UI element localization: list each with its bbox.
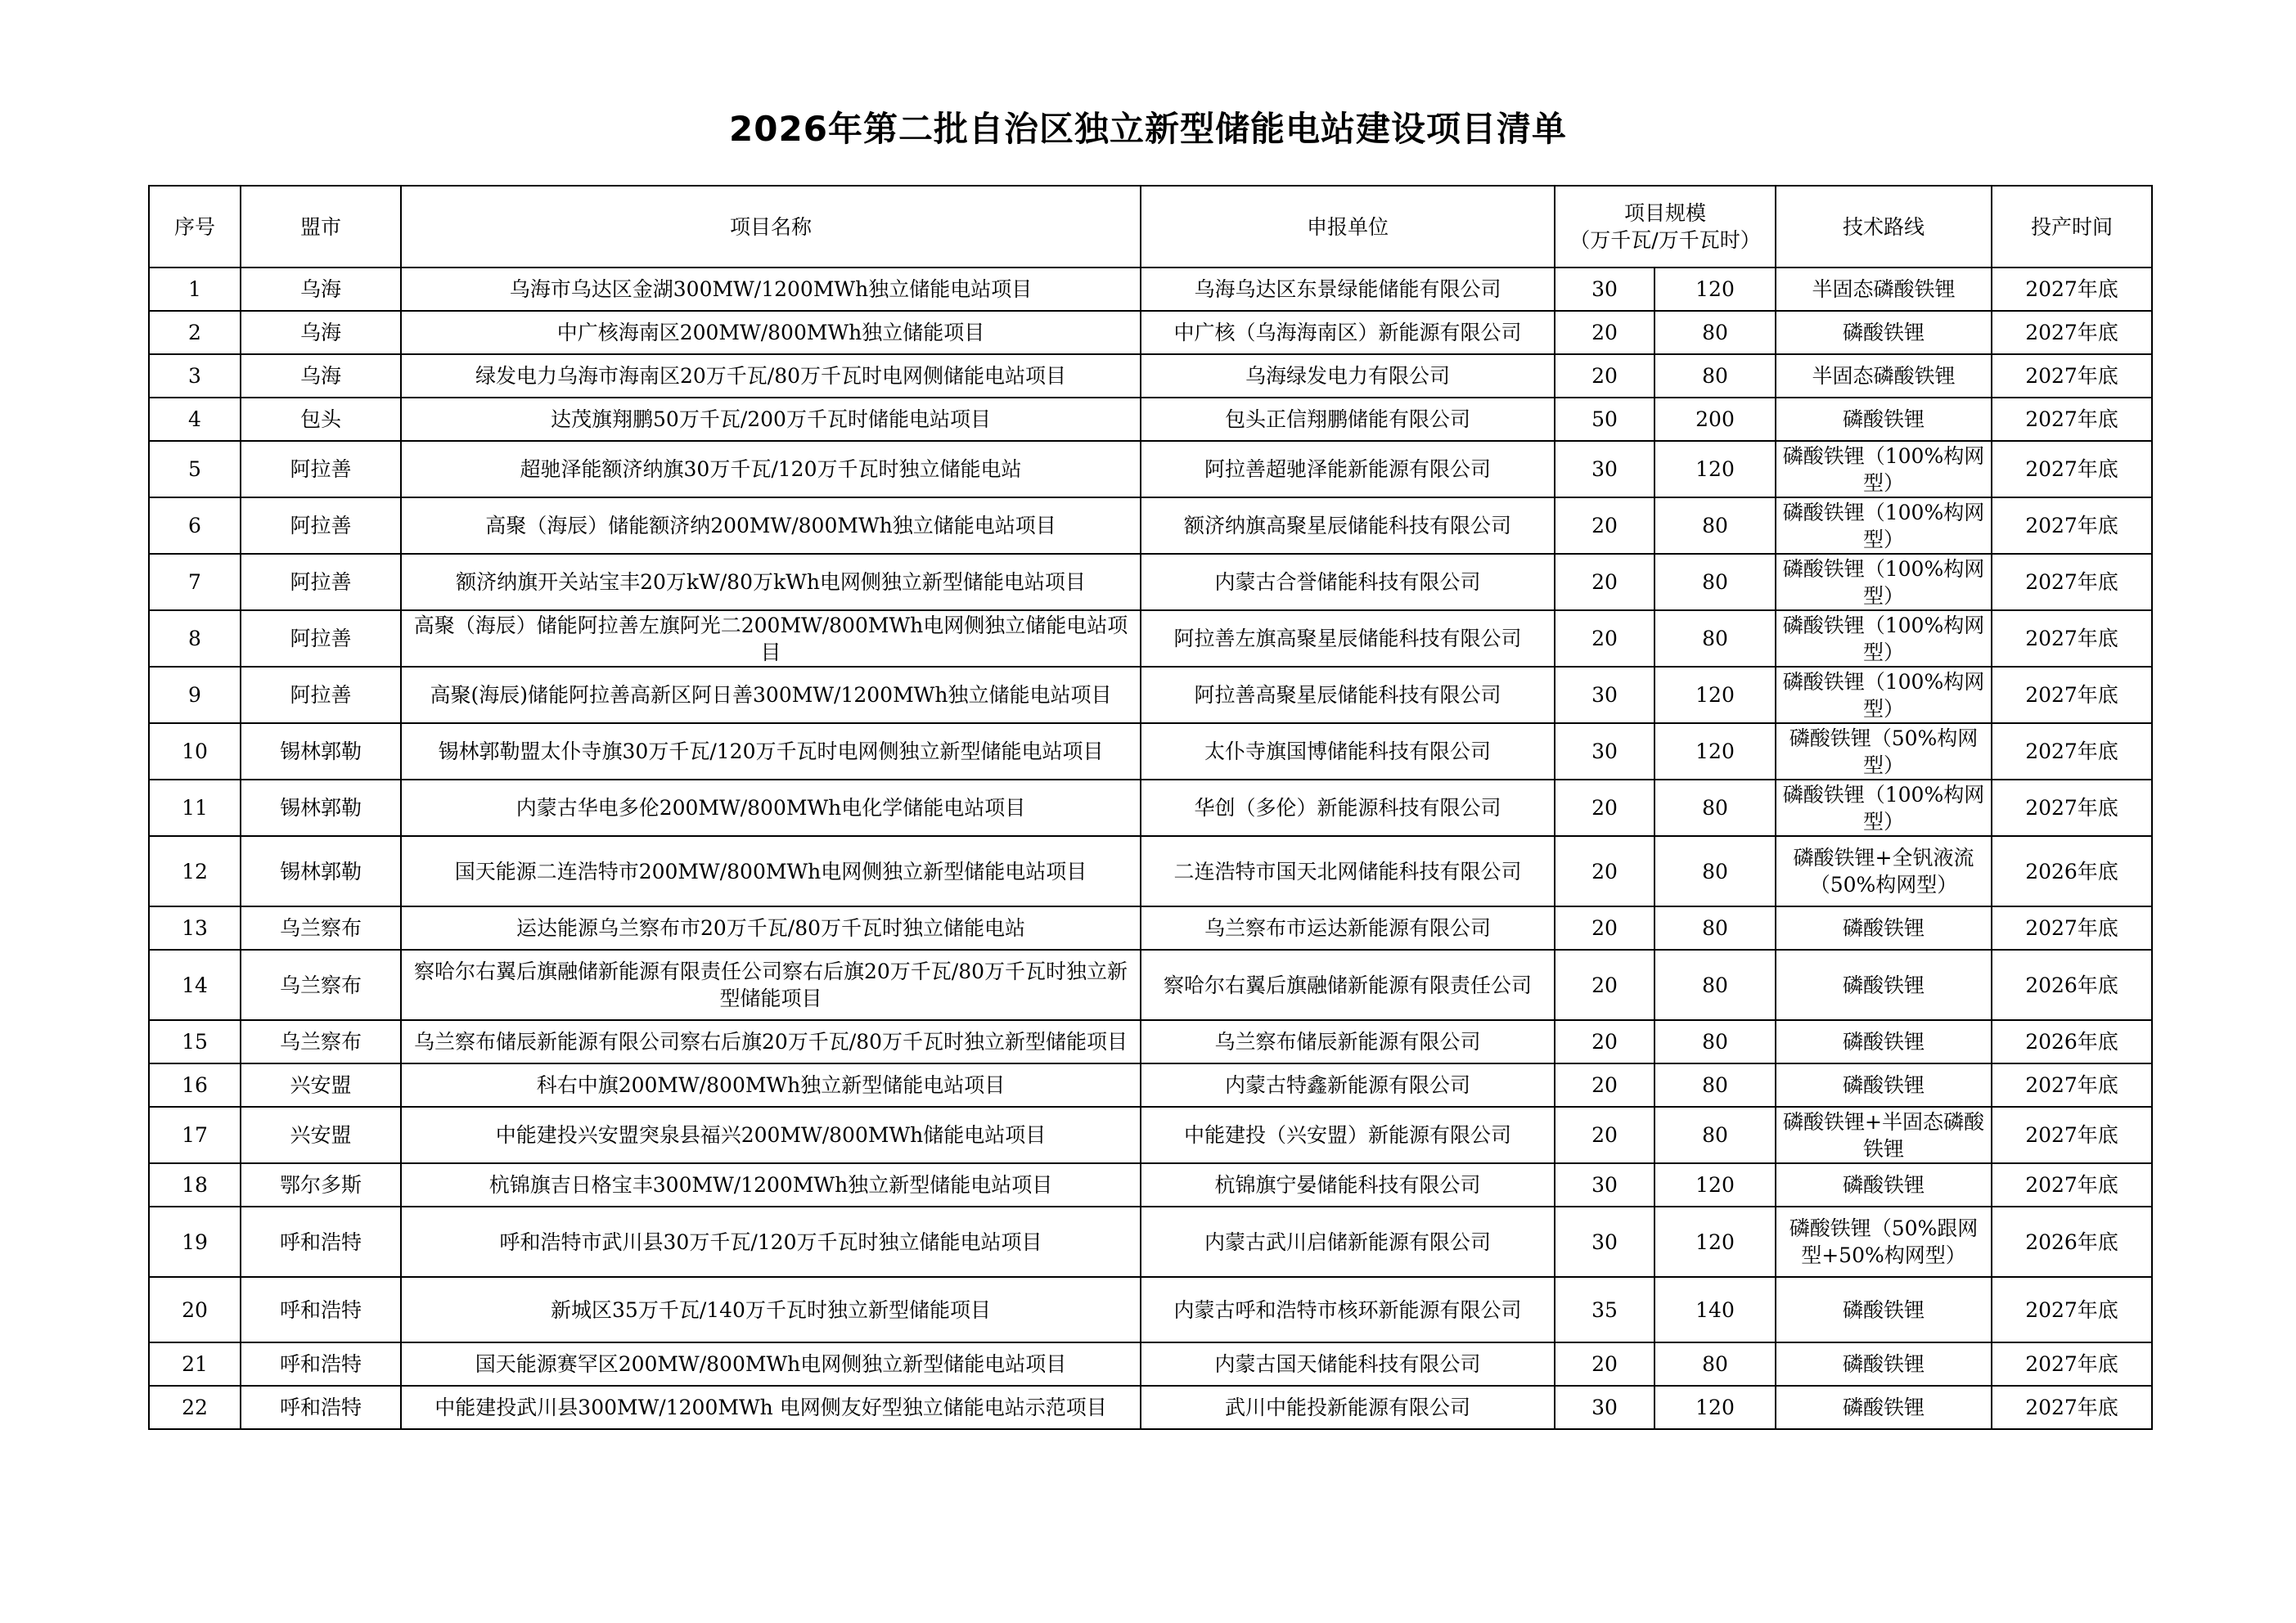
cell-tech: 磷酸铁锂 — [1776, 1163, 1992, 1207]
project-table — [148, 185, 2153, 1430]
cell-time: 2027年底 — [1992, 497, 2152, 554]
cell-project-name: 乌兰察布储辰新能源有限公司察右后旗20万千瓦/80万千瓦时独立新型储能项目 — [401, 1020, 1141, 1063]
cell-tech: 磷酸铁锂（100%构网型） — [1776, 554, 1992, 610]
table-row — [149, 610, 2152, 667]
cell-energy: 80 — [1654, 1063, 1776, 1107]
cell-energy: 120 — [1654, 1207, 1776, 1277]
cell-tech: 磷酸铁锂 — [1776, 1342, 1992, 1386]
cell-energy: 140 — [1654, 1277, 1776, 1342]
cell-tech: 磷酸铁锂（100%构网型） — [1776, 780, 1992, 836]
table-row — [149, 554, 2152, 610]
cell-project-name: 国天能源赛罕区200MW/800MWh电网侧独立新型储能电站项目 — [401, 1342, 1141, 1386]
cell-company: 杭锦旗宁晏储能科技有限公司 — [1141, 1163, 1555, 1207]
cell-index: 3 — [149, 354, 241, 398]
cell-power: 20 — [1555, 1063, 1654, 1107]
cell-project-name: 新城区35万千瓦/140万千瓦时独立新型储能项目 — [401, 1277, 1141, 1342]
table-row — [149, 906, 2152, 950]
cell-index: 4 — [149, 398, 241, 441]
cell-city: 兴安盟 — [241, 1063, 401, 1107]
cell-index: 21 — [149, 1342, 241, 1386]
page-title: 2026年第二批自治区独立新型储能电站建设项目清单 — [729, 109, 1567, 149]
cell-index: 19 — [149, 1207, 241, 1277]
cell-time: 2027年底 — [1992, 1163, 2152, 1207]
cell-company: 乌海绿发电力有限公司 — [1141, 354, 1555, 398]
cell-company: 察哈尔右翼后旗融储新能源有限责任公司 — [1141, 950, 1555, 1020]
cell-time: 2027年底 — [1992, 441, 2152, 497]
cell-city: 兴安盟 — [241, 1107, 401, 1163]
table-row — [149, 311, 2152, 354]
cell-energy: 120 — [1654, 268, 1776, 311]
cell-project-name: 高聚(海辰)储能阿拉善高新区阿日善300MW/1200MWh独立储能电站项目 — [401, 667, 1141, 723]
cell-energy: 80 — [1654, 1342, 1776, 1386]
cell-power: 20 — [1555, 1342, 1654, 1386]
cell-time: 2027年底 — [1992, 906, 2152, 950]
cell-tech: 磷酸铁锂 — [1776, 906, 1992, 950]
cell-energy: 120 — [1654, 667, 1776, 723]
cell-index: 6 — [149, 497, 241, 554]
cell-tech: 磷酸铁锂 — [1776, 311, 1992, 354]
cell-time: 2027年底 — [1992, 723, 2152, 780]
cell-index: 15 — [149, 1020, 241, 1063]
cell-energy: 80 — [1654, 311, 1776, 354]
cell-power: 20 — [1555, 906, 1654, 950]
cell-project-name: 中能建投武川县300MW/1200MWh 电网侧友好型独立储能电站示范项目 — [401, 1386, 1141, 1429]
cell-city: 阿拉善 — [241, 554, 401, 610]
cell-tech: 磷酸铁锂（100%构网型） — [1776, 497, 1992, 554]
cell-index: 17 — [149, 1107, 241, 1163]
cell-power: 30 — [1555, 1386, 1654, 1429]
table-row — [149, 441, 2152, 497]
cell-energy: 80 — [1654, 354, 1776, 398]
cell-energy: 80 — [1654, 906, 1776, 950]
cell-time: 2027年底 — [1992, 311, 2152, 354]
cell-energy: 80 — [1654, 497, 1776, 554]
cell-city: 锡林郭勒 — [241, 780, 401, 836]
cell-tech: 磷酸铁锂 — [1776, 398, 1992, 441]
cell-tech: 磷酸铁锂 — [1776, 950, 1992, 1020]
cell-project-name: 科右中旗200MW/800MWh独立新型储能电站项目 — [401, 1063, 1141, 1107]
cell-city: 乌海 — [241, 354, 401, 398]
cell-city: 包头 — [241, 398, 401, 441]
table-row — [149, 268, 2152, 311]
table-row — [149, 1386, 2152, 1429]
cell-index: 12 — [149, 836, 241, 906]
cell-city: 锡林郭勒 — [241, 723, 401, 780]
header-company: 申报单位 — [1141, 186, 1555, 268]
cell-city: 锡林郭勒 — [241, 836, 401, 906]
cell-power: 20 — [1555, 497, 1654, 554]
cell-time: 2027年底 — [1992, 554, 2152, 610]
cell-energy: 120 — [1654, 441, 1776, 497]
cell-company: 阿拉善超驰泽能新能源有限公司 — [1141, 441, 1555, 497]
table-row — [149, 780, 2152, 836]
cell-index: 18 — [149, 1163, 241, 1207]
cell-power: 20 — [1555, 780, 1654, 836]
cell-project-name: 察哈尔右翼后旗融储新能源有限责任公司察右后旗20万千瓦/80万千瓦时独立新型储能项目 — [401, 950, 1141, 1020]
cell-index: 13 — [149, 906, 241, 950]
cell-project-name: 绿发电力乌海市海南区20万千瓦/80万千瓦时电网侧储能电站项目 — [401, 354, 1141, 398]
cell-city: 呼和浩特 — [241, 1386, 401, 1429]
cell-tech: 磷酸铁锂 — [1776, 1386, 1992, 1429]
cell-project-name: 达茂旗翔鹏50万千瓦/200万千瓦时储能电站项目 — [401, 398, 1141, 441]
cell-city: 乌兰察布 — [241, 950, 401, 1020]
cell-power: 30 — [1555, 1207, 1654, 1277]
cell-energy: 80 — [1654, 1107, 1776, 1163]
cell-project-name: 呼和浩特市武川县30万千瓦/120万千瓦时独立储能电站项目 — [401, 1207, 1141, 1277]
cell-company: 二连浩特市国天北网储能科技有限公司 — [1141, 836, 1555, 906]
cell-company: 乌兰察布储辰新能源有限公司 — [1141, 1020, 1555, 1063]
cell-city: 乌海 — [241, 268, 401, 311]
cell-city: 乌兰察布 — [241, 1020, 401, 1063]
table-row — [149, 723, 2152, 780]
cell-project-name: 中广核海南区200MW/800MWh独立储能项目 — [401, 311, 1141, 354]
cell-power: 30 — [1555, 1163, 1654, 1207]
header-city: 盟市 — [241, 186, 401, 268]
cell-index: 8 — [149, 610, 241, 667]
cell-power: 20 — [1555, 950, 1654, 1020]
cell-energy: 80 — [1654, 1020, 1776, 1063]
cell-company: 内蒙古合誉储能科技有限公司 — [1141, 554, 1555, 610]
cell-city: 呼和浩特 — [241, 1277, 401, 1342]
cell-power: 30 — [1555, 441, 1654, 497]
cell-city: 阿拉善 — [241, 667, 401, 723]
cell-company: 乌兰察布市运达新能源有限公司 — [1141, 906, 1555, 950]
header-scale — [1555, 186, 1776, 268]
cell-power: 35 — [1555, 1277, 1654, 1342]
cell-company: 内蒙古武川启储新能源有限公司 — [1141, 1207, 1555, 1277]
cell-index: 2 — [149, 311, 241, 354]
cell-time: 2026年底 — [1992, 1020, 2152, 1063]
cell-tech: 磷酸铁锂（50%跟网型+50%构网型） — [1776, 1207, 1992, 1277]
cell-index: 5 — [149, 441, 241, 497]
cell-company: 内蒙古特鑫新能源有限公司 — [1141, 1063, 1555, 1107]
header-project-name: 项目名称 — [401, 186, 1141, 268]
cell-project-name: 额济纳旗开关站宝丰20万kW/80万kWh电网侧独立新型储能电站项目 — [401, 554, 1141, 610]
cell-company: 阿拉善左旗高聚星辰储能科技有限公司 — [1141, 610, 1555, 667]
cell-tech: 磷酸铁锂（100%构网型） — [1776, 441, 1992, 497]
cell-time: 2026年底 — [1992, 836, 2152, 906]
table-row — [149, 497, 2152, 554]
table-row — [149, 667, 2152, 723]
cell-project-name: 中能建投兴安盟突泉县福兴200MW/800MWh储能电站项目 — [401, 1107, 1141, 1163]
cell-power: 30 — [1555, 268, 1654, 311]
cell-power: 30 — [1555, 667, 1654, 723]
cell-project-name: 杭锦旗吉日格宝丰300MW/1200MWh独立新型储能电站项目 — [401, 1163, 1141, 1207]
cell-city: 阿拉善 — [241, 497, 401, 554]
cell-company: 武川中能投新能源有限公司 — [1141, 1386, 1555, 1429]
cell-time: 2027年底 — [1992, 667, 2152, 723]
table-row — [149, 950, 2152, 1020]
cell-city: 乌兰察布 — [241, 906, 401, 950]
cell-time: 2027年底 — [1992, 1107, 2152, 1163]
header-scale-title: 项目规模 — [1623, 201, 1706, 225]
table-row — [149, 1063, 2152, 1107]
header-index: 序号 — [149, 186, 241, 268]
cell-company: 华创（多伦）新能源科技有限公司 — [1141, 780, 1555, 836]
cell-project-name: 高聚（海辰）储能阿拉善左旗阿光二200MW/800MWh电网侧独立储能电站项目 — [401, 610, 1141, 667]
cell-company: 阿拉善高聚星辰储能科技有限公司 — [1141, 667, 1555, 723]
cell-power: 50 — [1555, 398, 1654, 441]
header-scale-unit: （万千瓦/万千瓦时） — [1569, 228, 1761, 252]
cell-company: 内蒙古国天储能科技有限公司 — [1141, 1342, 1555, 1386]
cell-project-name: 国天能源二连浩特市200MW/800MWh电网侧独立新型储能电站项目 — [401, 836, 1141, 906]
cell-time: 2026年底 — [1992, 950, 2152, 1020]
cell-index: 10 — [149, 723, 241, 780]
cell-tech: 半固态磷酸铁锂 — [1776, 268, 1992, 311]
cell-tech: 磷酸铁锂（100%构网型） — [1776, 667, 1992, 723]
cell-energy: 200 — [1654, 398, 1776, 441]
cell-energy: 80 — [1654, 610, 1776, 667]
cell-power: 20 — [1555, 554, 1654, 610]
cell-index: 20 — [149, 1277, 241, 1342]
table-row — [149, 398, 2152, 441]
cell-index: 16 — [149, 1063, 241, 1107]
cell-energy: 80 — [1654, 554, 1776, 610]
cell-index: 11 — [149, 780, 241, 836]
cell-tech: 磷酸铁锂（100%构网型） — [1776, 610, 1992, 667]
cell-tech: 磷酸铁锂 — [1776, 1277, 1992, 1342]
cell-energy: 80 — [1654, 780, 1776, 836]
cell-company: 内蒙古呼和浩特市核环新能源有限公司 — [1141, 1277, 1555, 1342]
cell-power: 20 — [1555, 610, 1654, 667]
cell-city: 呼和浩特 — [241, 1342, 401, 1386]
cell-time: 2027年底 — [1992, 354, 2152, 398]
cell-index: 7 — [149, 554, 241, 610]
cell-project-name: 锡林郭勒盟太仆寺旗30万千瓦/120万千瓦时电网侧独立新型储能电站项目 — [401, 723, 1141, 780]
cell-project-name: 运达能源乌兰察布市20万千瓦/80万千瓦时独立储能电站 — [401, 906, 1141, 950]
cell-time: 2026年底 — [1992, 1207, 2152, 1277]
cell-city: 乌海 — [241, 311, 401, 354]
cell-energy: 120 — [1654, 723, 1776, 780]
cell-time: 2027年底 — [1992, 1342, 2152, 1386]
header-time: 投产时间 — [1992, 186, 2152, 268]
cell-city: 鄂尔多斯 — [241, 1163, 401, 1207]
table-row — [149, 1342, 2152, 1386]
cell-energy: 80 — [1654, 836, 1776, 906]
cell-company: 太仆寺旗国博储能科技有限公司 — [1141, 723, 1555, 780]
cell-company: 中能建投（兴安盟）新能源有限公司 — [1141, 1107, 1555, 1163]
cell-city: 呼和浩特 — [241, 1207, 401, 1277]
cell-tech: 磷酸铁锂（50%构网型） — [1776, 723, 1992, 780]
cell-tech: 磷酸铁锂+半固态磷酸铁锂 — [1776, 1107, 1992, 1163]
table-row — [149, 1163, 2152, 1207]
cell-power: 20 — [1555, 1020, 1654, 1063]
cell-tech: 磷酸铁锂 — [1776, 1020, 1992, 1063]
table-row — [149, 1207, 2152, 1277]
cell-energy: 120 — [1654, 1163, 1776, 1207]
cell-power: 20 — [1555, 311, 1654, 354]
table-row — [149, 1277, 2152, 1342]
table-row — [149, 836, 2152, 906]
cell-time: 2027年底 — [1992, 398, 2152, 441]
cell-energy: 80 — [1654, 950, 1776, 1020]
cell-company: 包头正信翔鹏储能有限公司 — [1141, 398, 1555, 441]
cell-time: 2027年底 — [1992, 610, 2152, 667]
table-row — [149, 354, 2152, 398]
cell-project-name: 高聚（海辰）储能额济纳200MW/800MWh独立储能电站项目 — [401, 497, 1141, 554]
cell-power: 20 — [1555, 1107, 1654, 1163]
cell-tech: 半固态磷酸铁锂 — [1776, 354, 1992, 398]
cell-company: 中广核（乌海海南区）新能源有限公司 — [1141, 311, 1555, 354]
cell-time: 2027年底 — [1992, 780, 2152, 836]
cell-time: 2027年底 — [1992, 268, 2152, 311]
table-header-row — [149, 186, 2152, 268]
cell-company: 乌海乌达区东景绿能储能有限公司 — [1141, 268, 1555, 311]
cell-power: 20 — [1555, 354, 1654, 398]
table-row — [149, 1107, 2152, 1163]
header-tech: 技术路线 — [1776, 186, 1992, 268]
cell-tech: 磷酸铁锂 — [1776, 1063, 1992, 1107]
cell-time: 2027年底 — [1992, 1277, 2152, 1342]
cell-city: 阿拉善 — [241, 610, 401, 667]
cell-index: 14 — [149, 950, 241, 1020]
cell-index: 22 — [149, 1386, 241, 1429]
cell-energy: 120 — [1654, 1386, 1776, 1429]
cell-city: 阿拉善 — [241, 441, 401, 497]
cell-index: 1 — [149, 268, 241, 311]
cell-time: 2027年底 — [1992, 1063, 2152, 1107]
cell-tech: 磷酸铁锂+全钒液流（50%构网型） — [1776, 836, 1992, 906]
cell-project-name: 乌海市乌达区金湖300MW/1200MWh独立储能电站项目 — [401, 268, 1141, 311]
cell-company: 额济纳旗高聚星辰储能科技有限公司 — [1141, 497, 1555, 554]
cell-power: 20 — [1555, 836, 1654, 906]
cell-index: 9 — [149, 667, 241, 723]
table-row — [149, 1020, 2152, 1063]
cell-time: 2027年底 — [1992, 1386, 2152, 1429]
cell-project-name: 超驰泽能额济纳旗30万千瓦/120万千瓦时独立储能电站 — [401, 441, 1141, 497]
cell-power: 30 — [1555, 723, 1654, 780]
cell-project-name: 内蒙古华电多伦200MW/800MWh电化学储能电站项目 — [401, 780, 1141, 836]
